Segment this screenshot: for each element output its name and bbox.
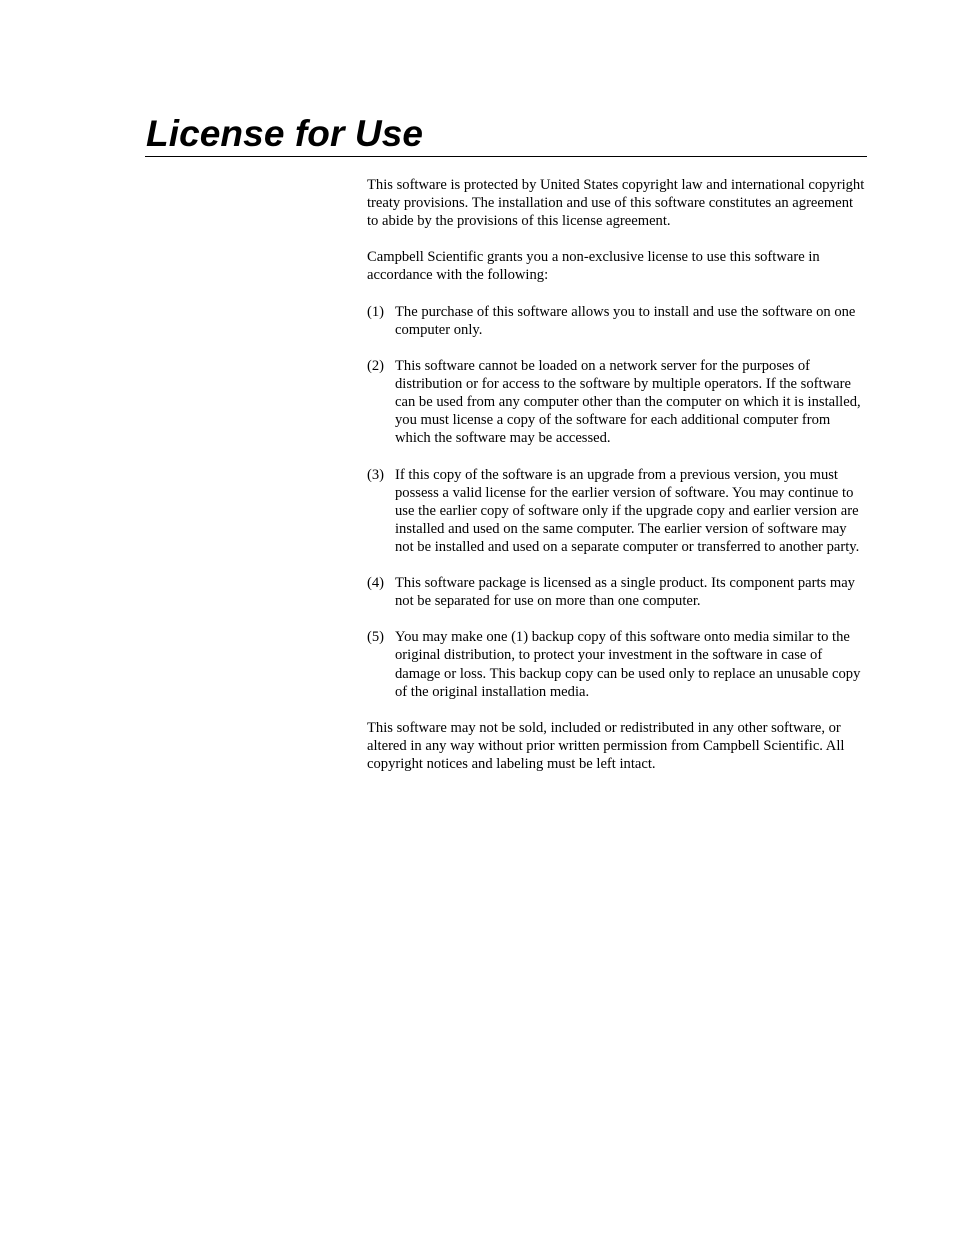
license-terms-list <box>367 303 867 701</box>
license-term-number: (1) <box>367 303 385 320</box>
license-term-text: This software package is licensed as a single product. Its component parts may not be separated for use on more than one computer. <box>395 575 855 610</box>
license-term-1 <box>367 303 867 339</box>
license-term-text: You may make one (1) backup copy of this software onto media similar to the original distribution, to protect your investment in the software in case of damage or loss. This backup copy can be used only to replace an unusable copy of the original installation media. <box>395 629 861 700</box>
license-term-number: (4) <box>367 575 385 592</box>
license-term-4 <box>367 574 867 610</box>
license-body <box>367 176 867 791</box>
intro-paragraph-grant: Campbell Scientific grants you a non-exclusive license to use this software in accordance with the following: <box>367 249 820 284</box>
license-term-5 <box>367 628 867 700</box>
license-term-number: (3) <box>367 466 385 483</box>
license-term-number: (5) <box>367 629 385 646</box>
license-term-2 <box>367 357 867 447</box>
license-term-text: This software cannot be loaded on a network server for the purposes of distribution or for access to the software by multiple operators. If the software can be used from any computer other than the computer on which it is installed, you must license a copy of the software for each additional computer from which the software may be accessed. <box>395 357 861 447</box>
page-title: License for Use <box>146 113 424 154</box>
license-term-number: (2) <box>367 357 385 374</box>
title-divider <box>145 156 867 157</box>
license-term-text: The purchase of this software allows you to install and use the software on one computer only. <box>395 303 856 338</box>
closing-paragraph: This software may not be sold, included or redistributed in any other software, or altered in any way without prior written permission from Campbell Scientific. All copyright notices and labeling must be left intact. <box>367 719 845 772</box>
intro-paragraph-copyright: This software is protected by United States copyright law and international copyright treaty provisions. The installation and use of this software constitutes an agreement to abide by the provisions of this license agreement. <box>367 177 865 230</box>
license-term-3 <box>367 466 867 556</box>
license-term-text: If this copy of the software is an upgrade from a previous version, you must possess a valid license for the earlier version of software. You may continue to use the earlier copy of software only if the upgrade copy and earlier version are installed and used on the same computer. The earlier version of software may not be installed and used on a separate computer or transferred to another party. <box>395 466 860 555</box>
